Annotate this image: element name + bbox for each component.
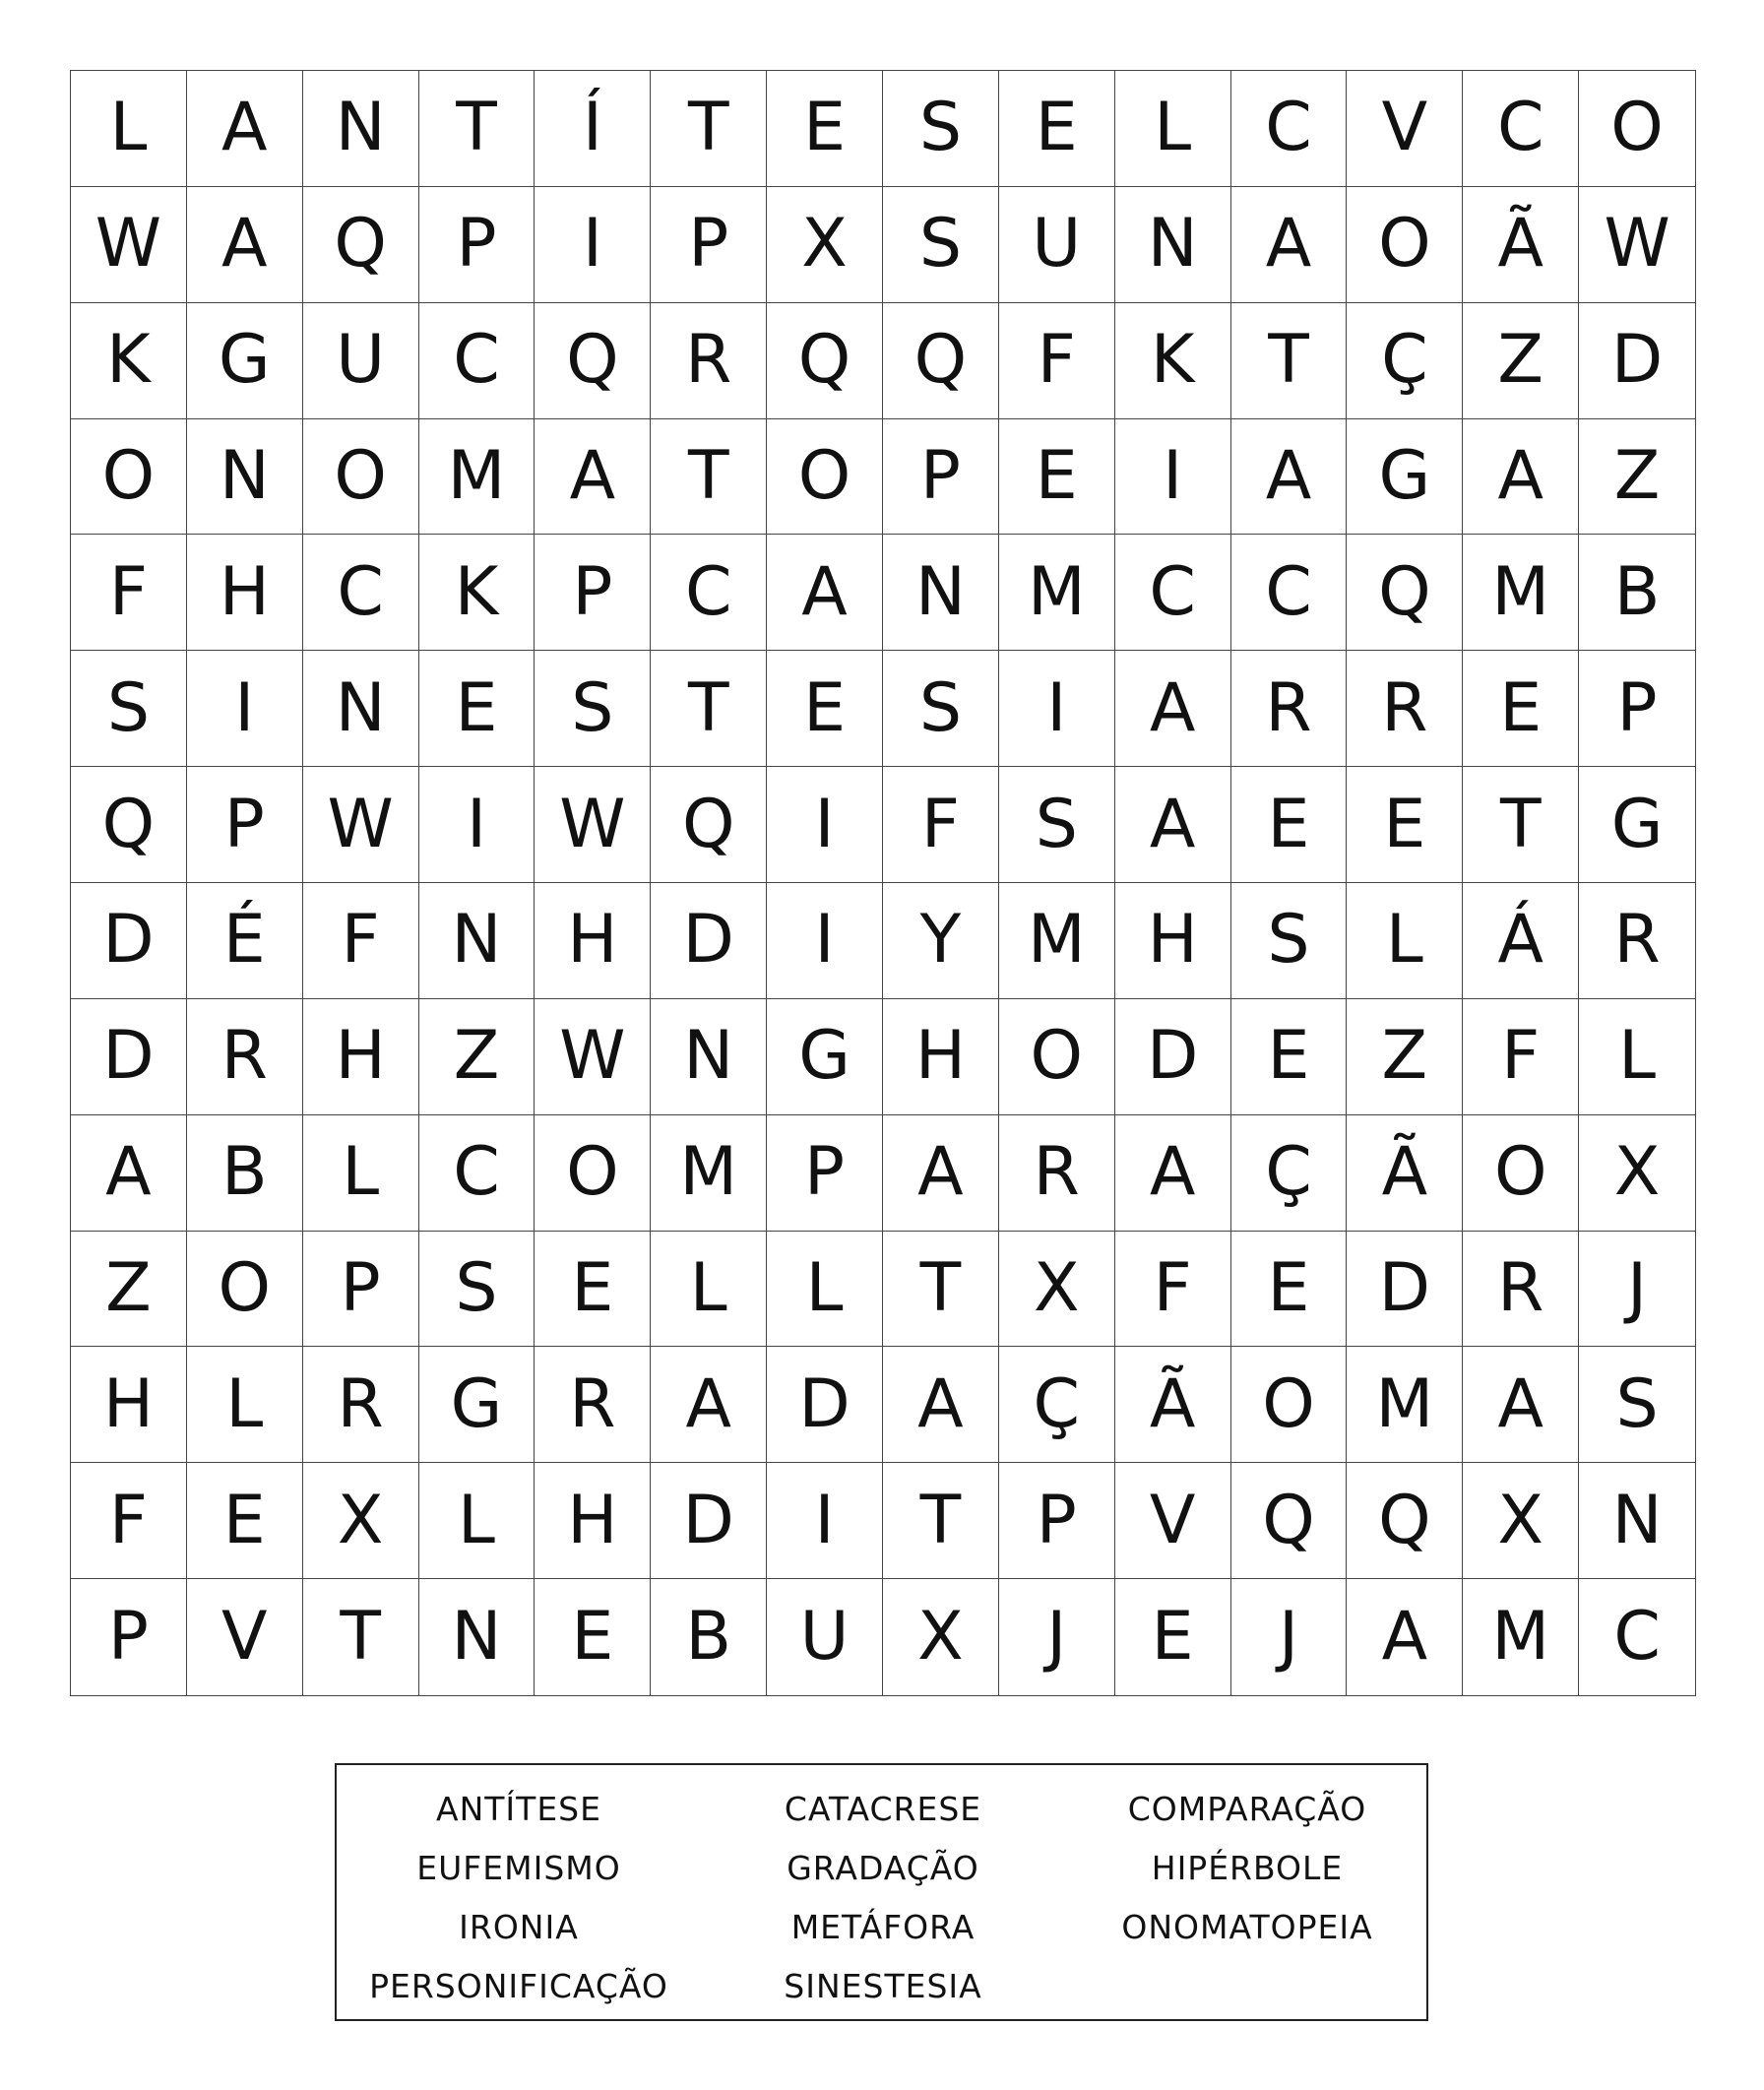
grid-cell[interactable]: C (1115, 535, 1231, 651)
word-list-item: ANTÍTESE (436, 1789, 601, 1828)
grid-cell[interactable]: A (1115, 1115, 1231, 1232)
grid-cell[interactable]: I (767, 767, 883, 883)
grid-cell[interactable]: E (1231, 999, 1348, 1115)
grid-cell[interactable]: O (1347, 187, 1463, 303)
grid-cell[interactable]: R (187, 999, 303, 1115)
grid-cell[interactable]: M (1463, 1579, 1579, 1695)
grid-cell[interactable]: O (535, 1115, 651, 1232)
grid-cell[interactable]: C (419, 1115, 536, 1232)
grid-cell[interactable]: Ç (999, 1347, 1115, 1463)
grid-cell[interactable]: G (1579, 767, 1695, 883)
grid-cell[interactable]: W (535, 767, 651, 883)
grid-cell[interactable]: A (1115, 767, 1231, 883)
grid-cell[interactable]: G (1347, 419, 1463, 536)
grid-cell[interactable]: D (71, 999, 187, 1115)
grid-cell[interactable]: S (883, 71, 999, 187)
grid-cell[interactable]: X (767, 187, 883, 303)
grid-cell[interactable]: T (419, 71, 536, 187)
grid-cell[interactable]: E (999, 419, 1115, 536)
grid-cell[interactable]: I (1115, 419, 1231, 536)
grid-cell[interactable]: H (1115, 883, 1231, 999)
grid-cell[interactable]: C (1613, 1598, 1661, 1677)
grid-cell[interactable]: V (1347, 71, 1463, 187)
grid-cell[interactable]: Q (651, 767, 767, 883)
grid-cell[interactable]: O (1231, 1347, 1348, 1463)
grid-cell[interactable]: Z (1463, 303, 1579, 419)
word-list-item: METÁFORA (790, 1907, 976, 1946)
grid-cell[interactable]: H (71, 1347, 187, 1463)
grid-cell[interactable]: D (651, 1463, 767, 1579)
grid-cell[interactable]: I (419, 767, 536, 883)
grid-cell[interactable]: P (303, 1232, 419, 1348)
grid-cell[interactable]: E (1231, 1232, 1348, 1348)
grid-cell[interactable]: L (419, 1463, 536, 1579)
grid-cell[interactable]: J (1579, 1232, 1695, 1348)
grid-cell[interactable]: C (1463, 71, 1579, 187)
grid-cell[interactable]: A (1463, 1347, 1579, 1463)
grid-cell[interactable]: C (1231, 71, 1348, 187)
grid-cell[interactable]: C (651, 535, 767, 651)
grid-cell[interactable]: X (303, 1463, 419, 1579)
grid-cell[interactable]: R (999, 1115, 1115, 1232)
grid-cell[interactable]: P (651, 187, 767, 303)
grid-cell[interactable]: O (187, 1232, 303, 1348)
grid-cell[interactable]: I (535, 187, 651, 303)
grid-cell[interactable]: T (883, 1463, 999, 1579)
grid-cell[interactable]: O (999, 999, 1115, 1115)
grid-cell[interactable]: B (1579, 535, 1695, 651)
grid-cell[interactable]: R (1579, 883, 1695, 999)
grid-cell[interactable]: D (767, 1347, 883, 1463)
grid-cell[interactable]: T (303, 1579, 419, 1695)
grid-cell[interactable]: U (303, 303, 419, 419)
word-list-item: COMPARAÇÃO (1127, 1789, 1367, 1828)
grid-cell[interactable]: H (883, 999, 999, 1115)
grid-cell[interactable]: D (1347, 1232, 1463, 1348)
grid-cell[interactable]: Q (767, 303, 883, 419)
grid-cell[interactable]: O (1579, 71, 1695, 187)
grid-cell[interactable]: K (419, 535, 536, 651)
grid-cell[interactable]: K (1115, 303, 1231, 419)
grid-cell[interactable]: I (767, 883, 883, 999)
grid-cell[interactable]: A (187, 71, 303, 187)
grid-cell[interactable]: W (303, 767, 419, 883)
grid-cell[interactable]: D (71, 883, 187, 999)
grid-cell[interactable]: C (303, 535, 419, 651)
grid-cell[interactable]: L (187, 1347, 303, 1463)
grid-cell[interactable]: P (999, 1463, 1115, 1579)
grid-cell[interactable]: B (651, 1579, 767, 1695)
grid-cell[interactable]: Q (1231, 1463, 1348, 1579)
grid-cell[interactable]: Í (535, 71, 651, 187)
grid-cell[interactable]: J (999, 1579, 1115, 1695)
grid-cell[interactable]: X (999, 1232, 1115, 1348)
word-list-item: EUFEMISMO (416, 1848, 621, 1887)
grid-cell[interactable]: A (883, 1115, 999, 1232)
grid-cell[interactable]: E (1231, 767, 1348, 883)
grid-cell[interactable]: F (303, 883, 419, 999)
grid-cell[interactable]: R (1347, 651, 1463, 767)
grid-cell[interactable]: C (1231, 535, 1348, 651)
grid-cell[interactable]: W (1579, 187, 1695, 303)
grid-cell[interactable]: W (535, 999, 651, 1115)
word-list-item: GRADAÇÃO (787, 1848, 979, 1887)
grid-cell[interactable]: O (71, 419, 187, 536)
grid-cell[interactable]: S (71, 651, 187, 767)
grid-cell[interactable]: T (1231, 303, 1348, 419)
grid-cell[interactable]: Z (1347, 999, 1463, 1115)
grid-cell[interactable]: F (71, 1463, 187, 1579)
grid-cell[interactable]: W (71, 187, 187, 303)
grid-cell[interactable]: S (419, 1232, 536, 1348)
word-list-item: ONOMATOPEIA (1121, 1907, 1373, 1946)
grid-cell[interactable]: B (187, 1115, 303, 1232)
grid-cell[interactable]: H (187, 535, 303, 651)
word-list (335, 1763, 1428, 2021)
grid-cell[interactable]: É (187, 883, 303, 999)
grid-cell[interactable]: F (1115, 1232, 1231, 1348)
grid-cell[interactable]: P (187, 767, 303, 883)
grid-cell[interactable]: P (883, 419, 999, 536)
grid-cell[interactable]: S (1231, 883, 1348, 999)
grid-cell[interactable]: F (1463, 999, 1579, 1115)
grid-cell[interactable]: A (1115, 651, 1231, 767)
grid-cell[interactable]: Z (1579, 419, 1695, 536)
grid-cell[interactable]: A (535, 419, 651, 536)
grid-cell[interactable]: O (303, 419, 419, 536)
grid-cell[interactable]: T (651, 651, 767, 767)
grid-cell[interactable]: R (535, 1347, 651, 1463)
grid-cell[interactable]: A (1231, 187, 1348, 303)
grid-cell[interactable]: S (883, 187, 999, 303)
grid-cell[interactable]: L (651, 1232, 767, 1348)
grid-cell[interactable]: N (1115, 187, 1231, 303)
grid-cell[interactable]: T (651, 419, 767, 536)
grid-cell[interactable]: E (999, 71, 1115, 187)
grid-cell[interactable]: S (999, 767, 1115, 883)
grid-cell[interactable]: Ã (1463, 187, 1579, 303)
grid-cell[interactable]: E (535, 1232, 651, 1348)
grid-cell[interactable]: A (1463, 419, 1579, 536)
grid-cell[interactable]: E (767, 71, 883, 187)
grid-cell[interactable]: E (1115, 1579, 1231, 1695)
grid-cell[interactable]: N (303, 651, 419, 767)
grid-cell[interactable]: A (71, 1115, 187, 1232)
grid-cell[interactable]: U (999, 187, 1115, 303)
grid-cell[interactable]: L (1347, 883, 1463, 999)
grid-cell[interactable]: R (1463, 1232, 1579, 1348)
grid-cell[interactable]: E (187, 1463, 303, 1579)
grid-cell[interactable]: T (651, 71, 767, 187)
grid-cell[interactable]: L (767, 1232, 883, 1348)
grid-cell[interactable]: T (883, 1232, 999, 1348)
grid-cell[interactable]: Q (535, 303, 651, 419)
grid-cell[interactable]: X (1463, 1463, 1579, 1579)
grid-cell[interactable]: A (767, 535, 883, 651)
word-list-item: CATACRESE (784, 1789, 982, 1828)
grid-cell[interactable]: P (419, 187, 536, 303)
grid-cell[interactable]: E (767, 651, 883, 767)
grid-cell[interactable]: Q (71, 767, 187, 883)
grid-cell[interactable]: Z (419, 999, 536, 1115)
grid-cell[interactable]: A (187, 187, 303, 303)
grid-cell[interactable]: M (999, 535, 1115, 651)
grid-cell[interactable]: O (767, 419, 883, 536)
grid-cell[interactable]: D (1115, 999, 1231, 1115)
grid-cell[interactable]: E (1347, 767, 1463, 883)
grid-cell[interactable]: Ã (1347, 1115, 1463, 1232)
grid-cell[interactable]: E (535, 1579, 651, 1695)
grid-cell[interactable]: I (767, 1463, 883, 1579)
grid-cell[interactable]: Q (883, 303, 999, 419)
grid-cell[interactable]: H (535, 883, 651, 999)
grid-cell[interactable]: S (883, 651, 999, 767)
grid-cell[interactable]: Q (303, 187, 419, 303)
grid-cell[interactable]: A (1231, 419, 1348, 536)
grid-cell[interactable]: E (1463, 651, 1579, 767)
word-list-item (1065, 1956, 1429, 2015)
grid-cell[interactable]: N (419, 1579, 536, 1695)
grid-cell[interactable]: L (303, 1115, 419, 1232)
grid-cell[interactable]: L (1579, 999, 1695, 1115)
grid-cell[interactable]: Ã (1115, 1347, 1231, 1463)
grid-cell[interactable]: M (1347, 1347, 1463, 1463)
grid-cell[interactable]: R (651, 303, 767, 419)
grid-cell[interactable]: T (1463, 767, 1579, 883)
grid-cell[interactable]: M (651, 1115, 767, 1232)
grid-cell[interactable]: O (1463, 1115, 1579, 1232)
grid-cell[interactable]: D (651, 883, 767, 999)
grid-cell[interactable]: Á (1463, 883, 1579, 999)
grid-cell[interactable]: G (767, 999, 883, 1115)
grid-cell[interactable]: S (535, 651, 651, 767)
grid-cell[interactable]: N (883, 535, 999, 651)
word-list-item: IRONIA (459, 1907, 579, 1946)
grid-cell[interactable]: V (187, 1579, 303, 1695)
grid-cell[interactable]: P (71, 1579, 187, 1695)
grid-cell[interactable]: S (1579, 1347, 1695, 1463)
grid-cell[interactable]: C (419, 303, 536, 419)
grid-cell[interactable]: R (1231, 651, 1348, 767)
grid-cell[interactable]: G (419, 1347, 536, 1463)
grid-cell[interactable]: H (535, 1463, 651, 1579)
grid-cell[interactable]: H (303, 999, 419, 1115)
grid-cell[interactable]: M (1463, 535, 1579, 651)
grid-cell[interactable]: Ç (1347, 303, 1463, 419)
grid-cell[interactable]: L (71, 71, 187, 187)
grid-cell[interactable]: N (1579, 1463, 1695, 1579)
grid-cell[interactable]: M (999, 883, 1115, 999)
grid-cell[interactable]: Q (1347, 1463, 1463, 1579)
grid-cell[interactable]: N (419, 883, 536, 999)
grid-cell[interactable]: X (883, 1579, 999, 1695)
grid-cell[interactable]: A (883, 1347, 999, 1463)
grid-cell[interactable]: A (1347, 1579, 1463, 1695)
grid-cell[interactable]: D (1579, 303, 1695, 419)
grid-cell[interactable]: N (187, 419, 303, 536)
word-list-item: PERSONIFICAÇÃO (369, 1966, 668, 2005)
grid-cell[interactable]: P (767, 1115, 883, 1232)
grid-cell[interactable]: Z (71, 1232, 187, 1348)
grid-cell[interactable]: F (999, 303, 1115, 419)
word-list-item: SINESTESIA (784, 1966, 982, 2005)
grid-cell[interactable]: G (187, 303, 303, 419)
grid-cell[interactable]: I (187, 651, 303, 767)
grid-cell[interactable]: F (883, 767, 999, 883)
grid-cell[interactable]: P (535, 535, 651, 651)
grid-cell[interactable]: K (71, 303, 187, 419)
grid-cell[interactable]: X (1579, 1115, 1695, 1232)
grid-cell[interactable]: I (999, 651, 1115, 767)
grid-cell[interactable]: Y (883, 883, 999, 999)
grid-cell[interactable]: V (1115, 1463, 1231, 1579)
word-list-item: HIPÉRBOLE (1151, 1848, 1344, 1887)
grid-cell[interactable]: M (419, 419, 536, 536)
grid-cell[interactable]: R (303, 1347, 419, 1463)
grid-cell[interactable]: N (651, 999, 767, 1115)
grid-cell[interactable]: Q (1347, 535, 1463, 651)
grid-cell[interactable]: A (651, 1347, 767, 1463)
grid-cell[interactable]: N (303, 71, 419, 187)
grid-cell[interactable]: J (1231, 1579, 1348, 1695)
grid-cell[interactable]: F (71, 535, 187, 651)
grid-cell[interactable]: P (1579, 651, 1695, 767)
grid-cell[interactable]: Ç (1231, 1115, 1348, 1232)
grid-cell[interactable]: U (767, 1579, 883, 1695)
grid-cell[interactable]: L (1115, 71, 1231, 187)
letter-grid (70, 70, 1696, 1696)
grid-cell[interactable]: E (419, 651, 536, 767)
